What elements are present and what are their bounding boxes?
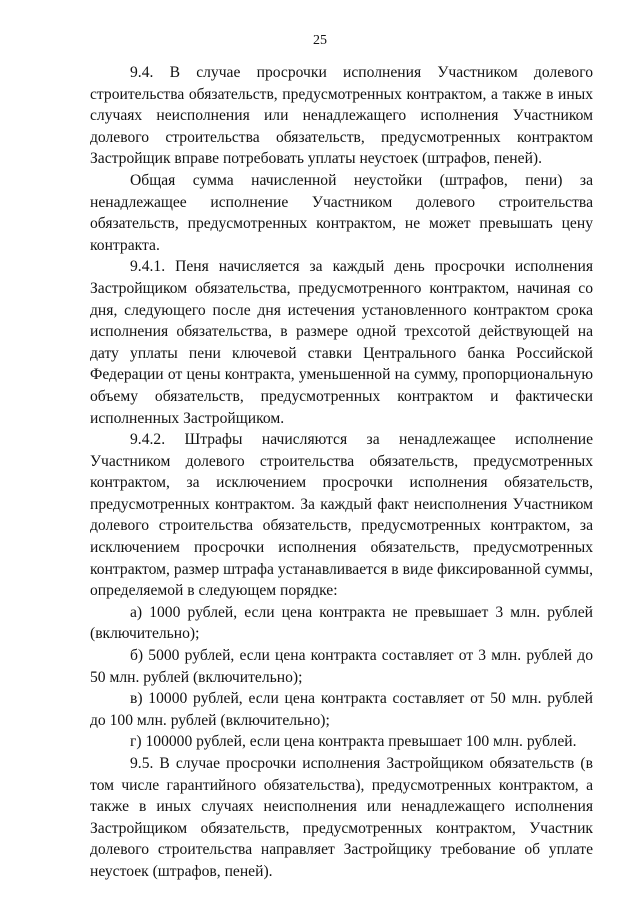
page-number: 25: [313, 33, 327, 48]
list-item-v: в) 10000 рублей, если цена контракта составляет от 50 млн. рублей до 100 млн. рублей (включительно);: [90, 690, 593, 729]
paragraph-9-4-2: 9.4.2. Штрафы начисляются за ненадлежащее исполнение Участником долевого строительства обязательств, предусмотренных контрактом, за исключением просрочки исполнения обязательств, предусмотренных контрактом. За каждый факт неисполнения Участником долевого строительства обязательств, предусмотренных контрактом, за исключением просрочки исполнения обязательств, предусмотренных контрактом, размер штрафа устанавливается в виде фиксированной суммы, определяемой в следующем порядке:: [90, 431, 593, 600]
list-item-g: г) 100000 рублей, если цена контракта превышает 100 млн. рублей.: [130, 733, 577, 751]
paragraph-total-penalty-limit: Общая сумма начисленной неустойки (штрафов, пени) за ненадлежащее исполнение Участником долевого строительства обязательств, предусмотренных контрактом, не может превышать цену контракта.: [90, 171, 593, 254]
paragraph-9-5: 9.5. В случае просрочки исполнения Застройщиком обязательств (в том числе гарантийного обязательства), предусмотренных контрактом, а также в иных случаях неисполнения или ненадлежащего исполнения Застройщиком обязательств, предусмотренных контрактом, Участник долевого строительства направляет Застройщику требование об уплате неустоек (штрафов, пеней).: [90, 755, 593, 880]
paragraph-9-4-1: 9.4.1. Пеня начисляется за каждый день просрочки исполнения Застройщиком обязательства, предусмотренного контрактом, начиная со дня, следующего после дня истечения установленного контрактом срока исполнения обязательства, в размере одной трехсотой действующей на дату уплаты пени ключевой ставки Центрального банка Российской Федерации от цены контракта, уменьшенной на сумму, пропорциональную объему обязательств, предусмотренных контрактом и фактически исполненных Застройщиком.: [90, 258, 593, 427]
list-item-b: б) 5000 рублей, если цена контракта составляет от 3 млн. рублей до 50 млн. рублей (включительно);: [90, 647, 593, 686]
paragraph-9-4: 9.4. В случае просрочки исполнения Участником долевого строительства обязательств, предусмотренных контрактом, а также в иных случаях неисполнения или ненадлежащего исполнения Участником долевого строительства обязательств, предусмотренных контрактом Застройщик вправе потребовать уплаты неустоек (штрафов, пеней).: [90, 64, 593, 168]
document-body: [90, 62, 593, 883]
list-item-a: а) 1000 рублей, если цена контракта не превышает 3 млн. рублей (включительно);: [90, 603, 593, 643]
